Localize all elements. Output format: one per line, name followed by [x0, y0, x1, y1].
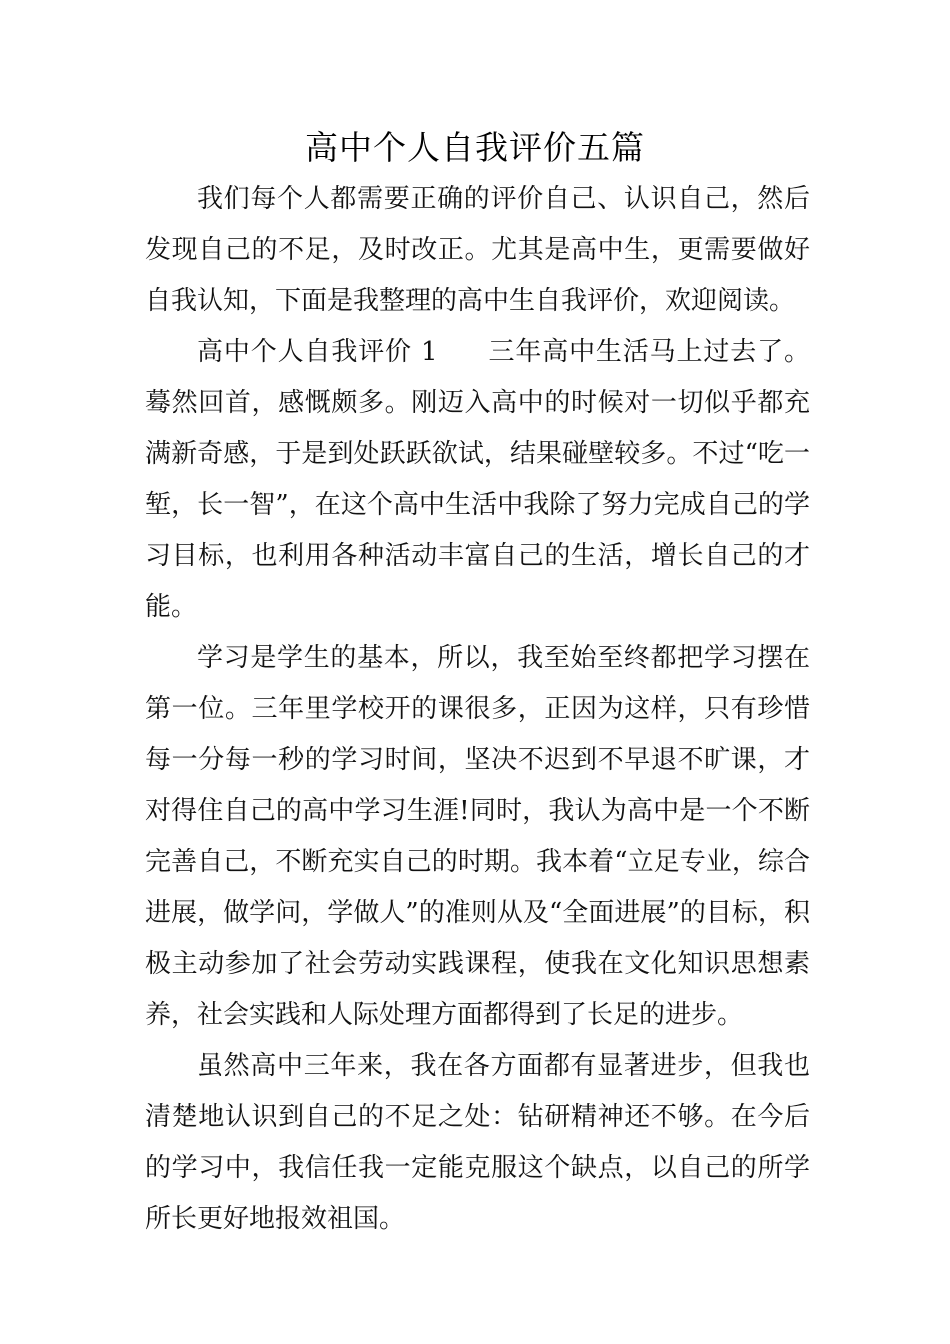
- section-1-text: 三年高中生活马上过去了。蓦然回首，感慨颇多。刚迈入高中的时候对一切似乎都充满新奇感，于是到处跃跃欲试，结果碰壁较多。不过“吃一堑，长一智”，在这个高中生活中我除了努力完成自己的学习目标，也利用各种活动丰富自己的生活，增长自己的才能。: [145, 337, 810, 622]
- study-paragraph: 学习是学生的基本，所以，我至始至终都把学习摆在第一位。三年里学校开的课很多，正因为这样，只有珍惜每一分每一秒的学习时间，坚决不迟到不早退不旷课，才对得住自己的高中学习生涯!同时，我认为高中是一个不断完善自己，不断充实自己的时期。我本着“立足专业，综合进展，做学问，学做人”的准则从及“全面进展”的目标，积极主动参加了社会劳动实践课程，使我在文化知识思想素养，社会实践和人际处理方面都得到了长足的进步。: [145, 643, 810, 1030]
- section-1-heading: 高中个人自我评价 1: [197, 337, 438, 367]
- section-1-paragraph: [145, 327, 810, 633]
- document-title: 高中个人自我评价五篇: [305, 128, 645, 167]
- shortcomings-paragraph: 虽然高中三年来，我在各方面都有显著进步，但我也清楚地认识到自己的不足之处：钻研精神还不够。在今后的学习中，我信任我一定能克服这个缺点，以自己的所学所长更好地报效祖国。: [145, 1051, 810, 1234]
- intro-paragraph: 我们每个人都需要正确的评价自己、认识自己，然后发现自己的不足，及时改正。尤其是高中生，更需要做好自我认知，下面是我整理的高中生自我评价，欢迎阅读。: [145, 184, 810, 316]
- document-body: [145, 174, 810, 1245]
